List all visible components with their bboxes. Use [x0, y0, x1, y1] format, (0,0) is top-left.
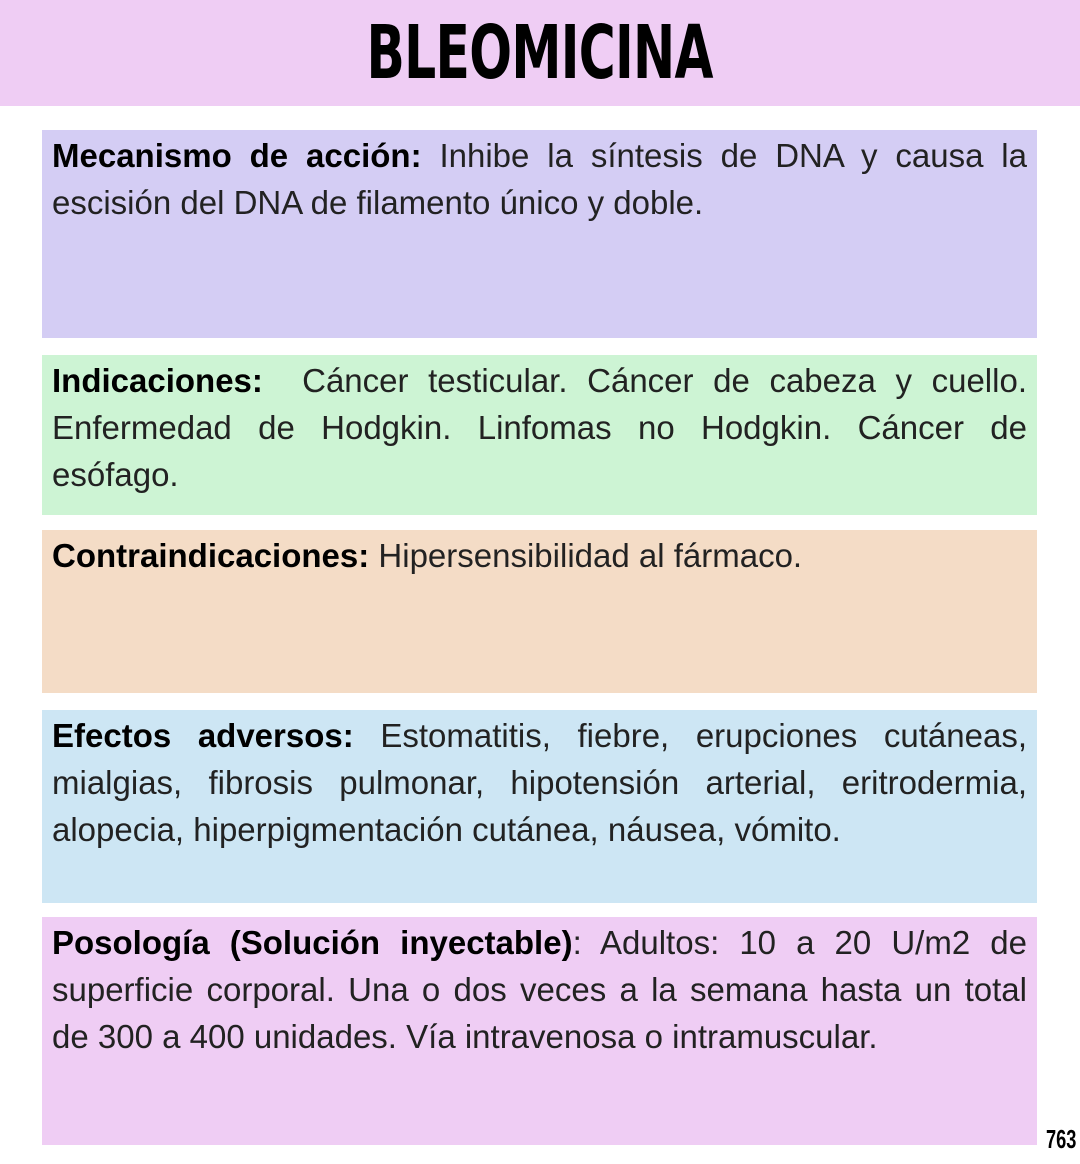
- page-number: 763: [1045, 1124, 1076, 1154]
- section-indicaciones: [42, 355, 1037, 515]
- section-text: Cáncer testicular. Cáncer de cabeza y cuello. Enfermedad de Hodgkin. Linfomas no Hodgkin. Cáncer de esófago.: [52, 362, 1037, 493]
- section-label: Contraindicaciones:: [52, 537, 370, 574]
- section-posologia: [42, 917, 1037, 1145]
- section-mecanismo: [42, 130, 1037, 338]
- section-contraindicaciones: [42, 530, 1037, 693]
- section-label: Indicaciones:: [52, 362, 263, 399]
- section-label: Efectos adversos:: [52, 717, 354, 754]
- section-efectos-adversos: [42, 710, 1037, 903]
- section-label: Mecanismo de acción:: [52, 137, 422, 174]
- page-title: BLEOMICINA: [366, 10, 714, 96]
- section-text: Inhibe la síntesis de DNA y causa la escisión del DNA de filamento único y doble.: [52, 137, 1027, 221]
- section-text: : Adultos: 10 a 20 U/m2 de superficie corporal. Una o dos veces a la semana hasta un total de 300 a 400 unidades. Vía intravenosa o intramuscular.: [52, 924, 1027, 1055]
- title-banner: [0, 0, 1080, 106]
- section-text: Hipersensibilidad al fármaco.: [369, 537, 803, 574]
- section-label: Posología (Solución inyectable): [52, 924, 573, 961]
- section-text: Estomatitis, fiebre, erupciones cutáneas, mialgias, fibrosis pulmonar, hipotensión arterial, eritrodermia, alopecia, hiperpigmentación cutánea, náusea, vómito.: [52, 717, 1027, 848]
